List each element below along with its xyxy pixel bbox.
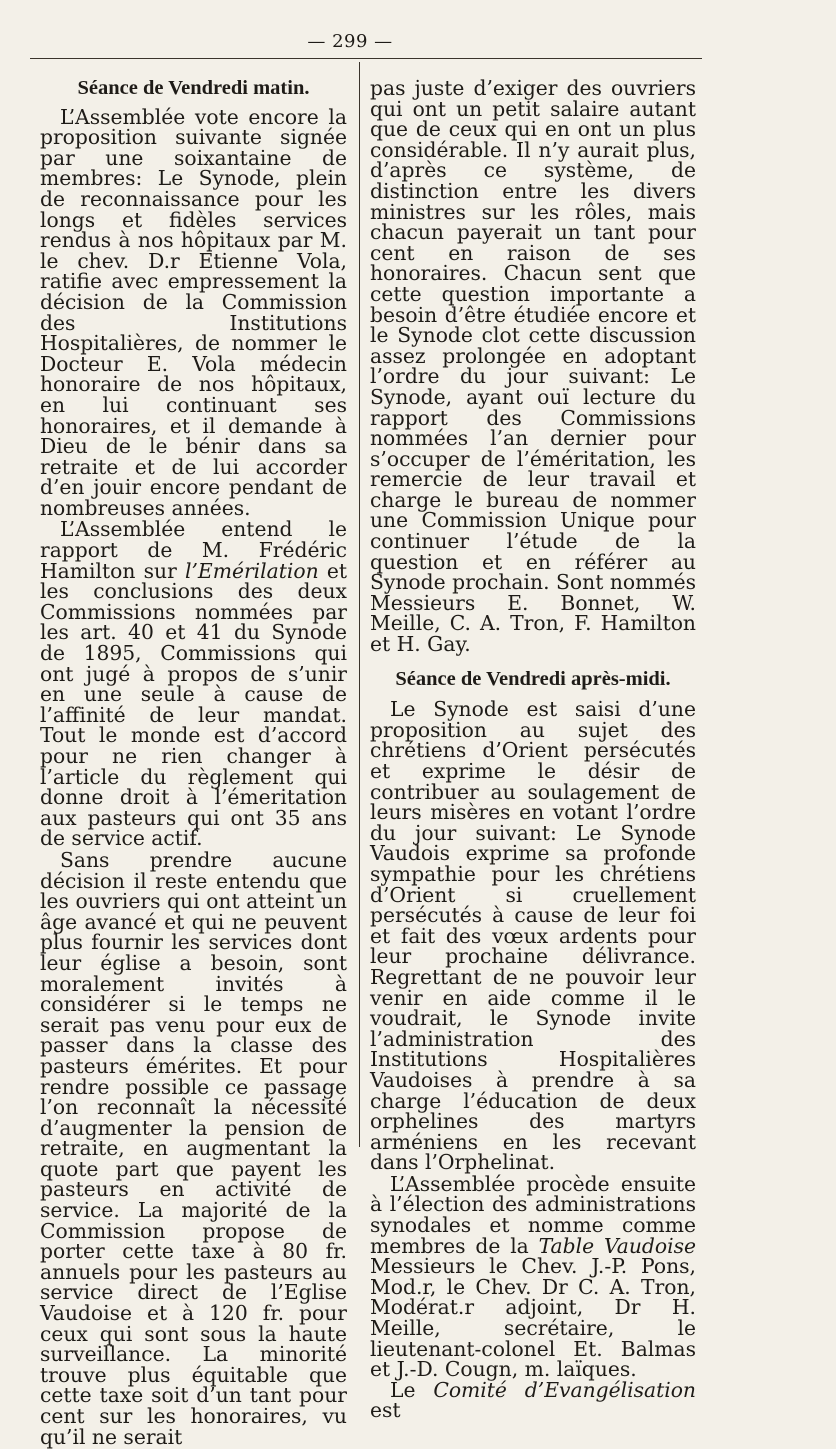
section-heading-afternoon: Séance de Vendredi après-midi.: [395, 667, 671, 690]
paragraph-text: Messieurs le Chev. J.-P. Pons, Mod.r, le Chev. Dr C. A. Tron, Modérat.r adjoint, Dr H. Meille, secrétaire, le lieutenant-colonel Et. Balmas et J.-D. Cougn, m. laïques.: [370, 1254, 696, 1382]
paragraph-text: L’Assemblée procède ensuite à l’élection des administrations synodales et nomme comme membres de la: [370, 1171, 696, 1258]
emphasis-text: l’Emérilation: [185, 558, 319, 583]
emphasis-text: Table Vaudoise: [538, 1233, 696, 1258]
page-number: — 299 —: [307, 31, 393, 52]
section-heading-morning: Séance de Vendredi matin.: [77, 77, 310, 99]
paragraph-text: et les conclusions des deux Commissions nommées par les art. 40 et 41 du Synode de 1895, Commissions qui ont jugé à propos de s’unir en une seule à cause de l’affinité de leur mandat. Tout le monde est d’accord pour ne rien changer à l’article du règlement qui donne droit à l’émeritation aux pasteurs qui ont 35 ans de service actif.: [40, 558, 348, 851]
paragraph-evangelisation: [370, 1377, 696, 1423]
left-column: [40, 78, 347, 1447]
paragraph-election: [370, 1171, 696, 1382]
paragraph-vola-proposal: L’Assemblée vote encore la proposition suivante signée par une soixantaine de membres: Le Synode, plein de reconnaissance pour les longs et fidèles services rendus à nos hôpitaux par M. le chev. D.r Etienne Vola, ratifie avec empressement la décision de la Commission des Institutions Hospitalières, de nommer le Docteur E. Vola médecin honoraire de nos hôpitaux, en lui continuant ses honoraires, et il demande à Dieu de le bénir dans sa retraite et de lui accorder d’en jouir encore pendant de nombreuses années.: [40, 104, 347, 520]
paragraph-pension-discussion: Sans prendre aucune décision il reste entendu que les ouvriers qui ont atteint un âge avancé et qui ne peuvent plus fournir les services dont leur église a besoin, sont moralement invités à considérer si le temps ne serait pas venu pour eux de passer dans la classe des pasteurs émérites. Et pour rendre possible ce passage l’on reconnaît la nécessité d’augmenter la pension de retraite, en augmentant la quote part que payent les pasteurs en activité de service. La majorité de la Commission propose de porter cette taxe à 80 fr. annuels pour les pasteurs au service direct de l’Eglise Vaudoise et à 120 fr. pour ceux qui sont sous la haute surveillance. La minorité trouve plus équitable que cette taxe soit d’un tant pour cent sur les honoraires, vu qu’il ne serait: [40, 847, 347, 1449]
paragraph-text: Le: [390, 1377, 434, 1402]
header-rule: [30, 58, 702, 59]
paragraph-text: est: [370, 1398, 401, 1423]
paragraph-emeritation-report: [40, 519, 347, 849]
paragraph-text: L’Assemblée entend le rapport de M. Frédéric Hamilton sur: [40, 517, 347, 583]
paragraph-continuation: pas juste d’exiger des ouvriers qui ont un petit salaire autant que de ceux qui en ont un plus considérable. Il n’y aurait plus, d’après ce système, de distinction entre les divers ministres sur les rôles, mais chacun payerait un tant pour cent en raison de ses honoraires. Chacun sent que cette question importante a besoin d’être étudiée encore et le Synode clot cette discussion assez prolongée en adoptant l’ordre du jour suivant: Le Synode, ayant ouï lecture du rapport des Commissions nommées l’an dernier pour s’occuper de l’éméritation, les remercie de leur travail et charge le bureau de nommer une Commission Unique pour continuer l’étude de la question et en référer au Synode prochain. Sont nommés Messieurs E. Bonnet, W. Meille, C. A. Tron, F. Hamilton et H. Gay.: [370, 76, 696, 657]
right-column: [370, 78, 696, 1421]
column-divider: [359, 62, 360, 1147]
paragraph-orient-christians: Le Synode est saisi d’une proposition au sujet des chrétiens d’Orient persécutés et exprime le désir de contribuer au soulagement de leurs misères en votant l’ordre du jour suivant: Le Synode Vaudois exprime sa profonde sympathie pour les chrétiens d’Orient si cruellement persécutés à cause de leur foi et fait des vœux ardents pour leur prochaine délivrance. Regrettant de ne pouvoir leur venir en aide comme il le voudrait, le Synode invite l’administration des Institutions Hospitalières Vaudoises à prendre à sa charge l’éducation de deux orphelines des martyrs arméniens en les recevant dans l’Orphelinat.: [370, 697, 696, 1175]
emphasis-text: Comité d’Evangélisation: [433, 1377, 696, 1402]
